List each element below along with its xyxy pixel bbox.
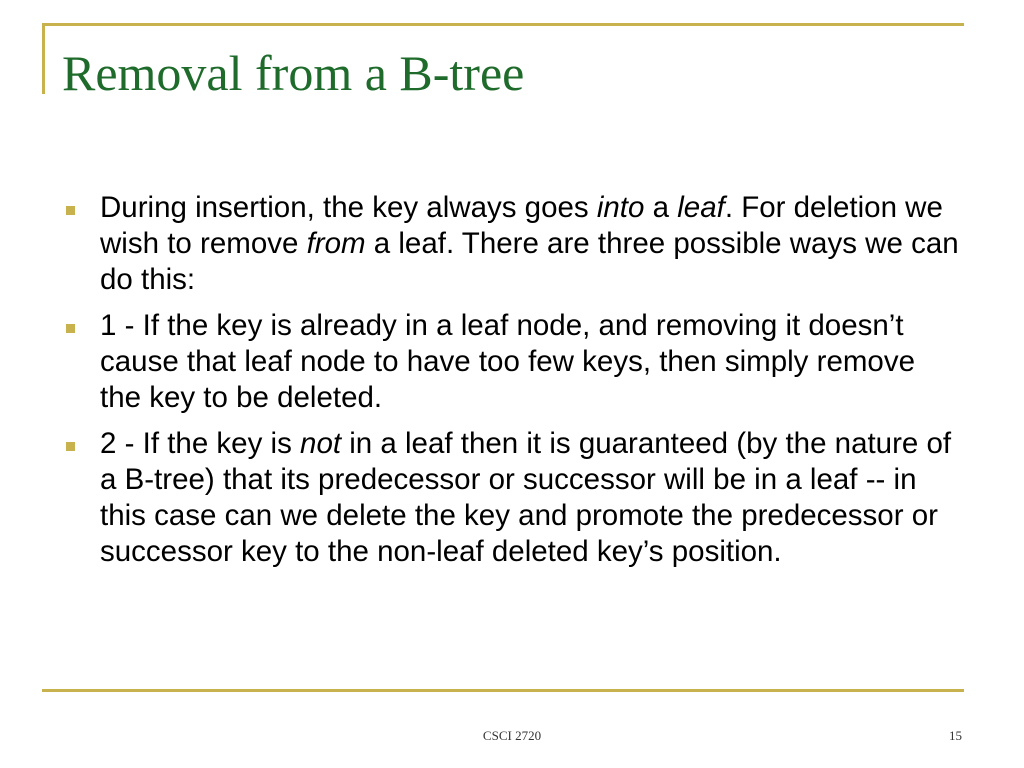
emphasis-text: leaf	[677, 191, 725, 224]
text-run: . For deletion we wish to remove	[100, 191, 943, 260]
bullet-list	[62, 190, 962, 580]
bullet-text	[100, 191, 959, 296]
square-bullet-icon	[66, 206, 75, 215]
text-run: During insertion, the key always goes	[100, 191, 597, 224]
square-bullet-icon	[66, 324, 75, 333]
text-run: 1 - If the key is already in a leaf node, and removing it doesn’t cause that leaf node to have too few keys, then simply remove the key to be deleted.	[100, 309, 915, 414]
slide-title: Removal from a B-tree	[62, 45, 525, 101]
emphasis-text: from	[306, 227, 366, 260]
emphasis-text: not	[300, 427, 342, 460]
text-run: a leaf. There are three possible ways we can do this:	[100, 227, 959, 296]
bullet-item	[62, 308, 962, 416]
square-bullet-icon	[66, 442, 75, 451]
frame-left-rule	[42, 23, 45, 94]
bottom-rule	[42, 689, 964, 692]
bullet-text	[100, 309, 915, 414]
bullet-item	[62, 426, 962, 570]
bullet-text	[100, 427, 951, 568]
emphasis-text: into	[596, 191, 645, 224]
frame-top-rule	[42, 23, 964, 26]
footer-course: CSCI 2720	[482, 728, 542, 743]
text-run: 2 - If the key is	[100, 427, 301, 460]
page-number: 15	[949, 728, 962, 743]
text-run: a	[644, 191, 678, 224]
bullet-item	[62, 190, 962, 298]
text-run: in a leaf then it is guaranteed (by the nature of a B-tree) that its predecessor or successor will be in a leaf -- in this case can we delete the key and promote the predecessor or successor key to the non-leaf deleted key’s position.	[100, 427, 952, 568]
